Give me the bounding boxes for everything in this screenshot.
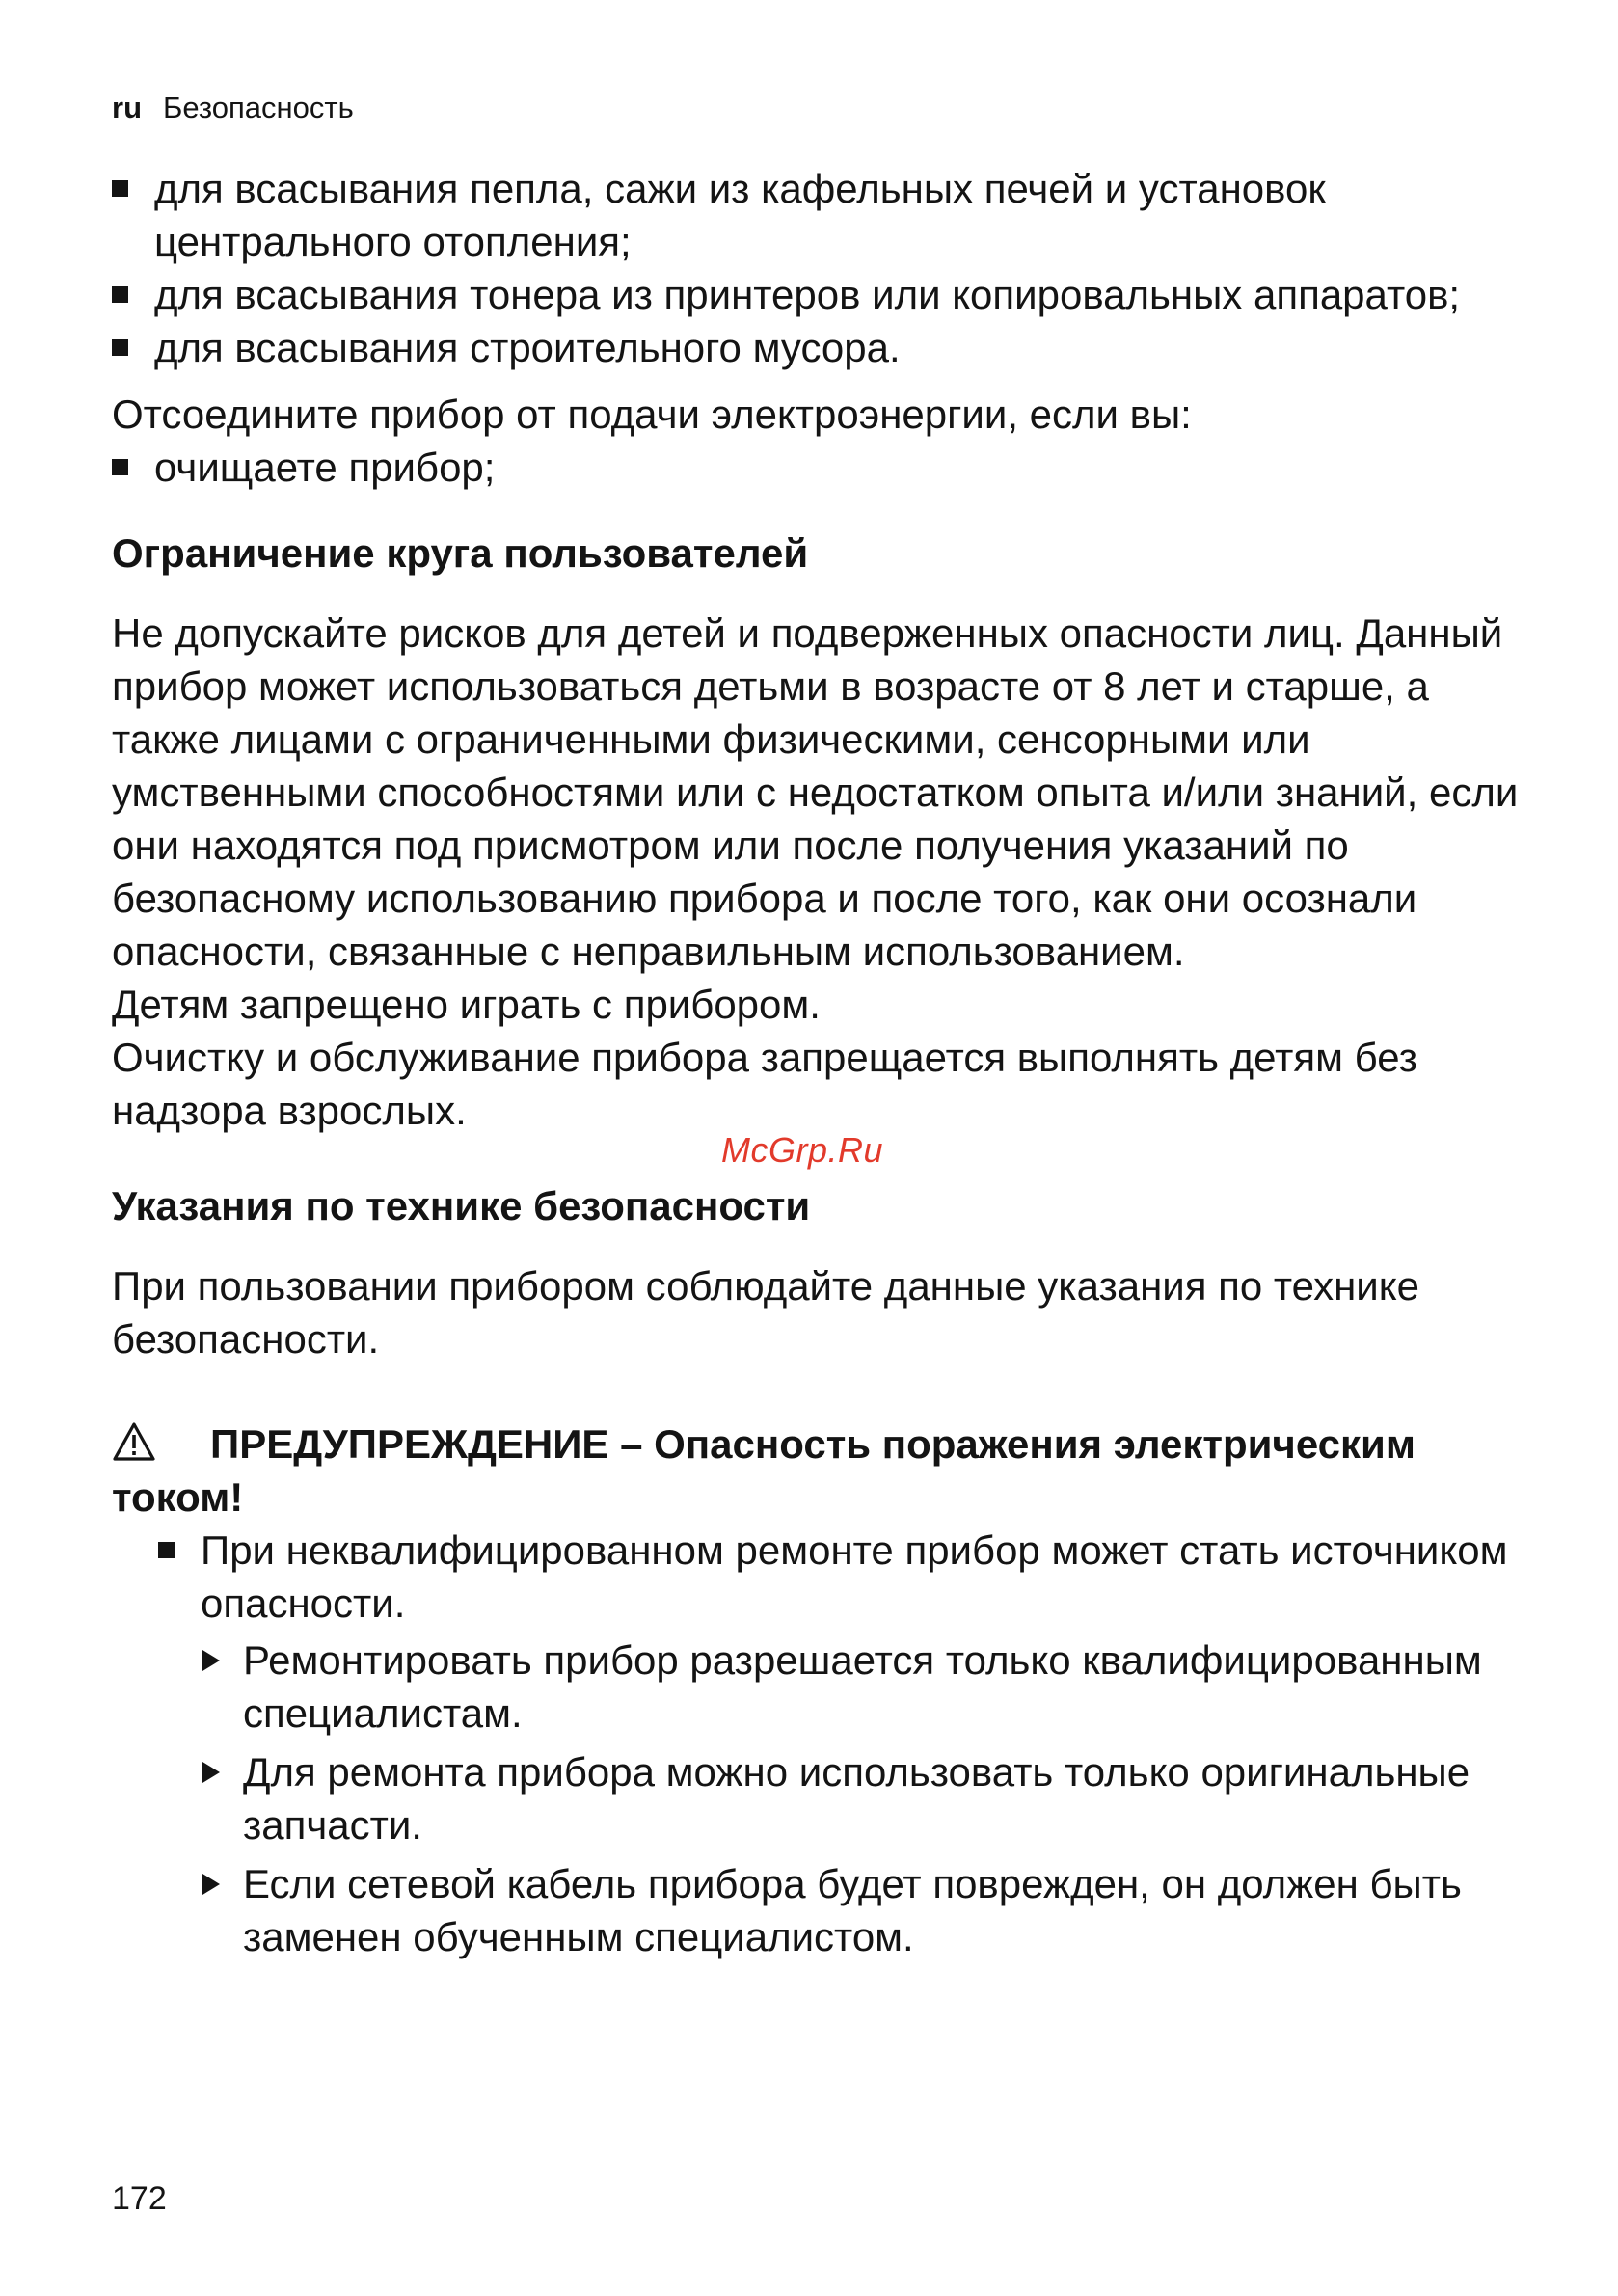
page-header [112,89,354,127]
list-item-text: для всасывания строительного мусора. [154,325,901,370]
arrow-right-icon [202,1874,220,1895]
safety-instructions-paragraph: При пользовании прибором соблюдайте данные указания по технике безопасности. [112,1263,1419,1362]
arrow-right-icon [202,1650,220,1671]
user-restrictions-paragraph: Не допускайте рисков для детей и подверженных опасности лиц. Данный прибор может использоваться детьми в возрасте от 8 лет и старше, а также лицами с ограниченными физическими, сенсорными или умственными способностями или с недостатком опыта и/или знаний, если они находятся под присмотром или после получения указаний по безопасному использованию прибора и после того, как они осознали опасности, связанные с неправильным использованием. [112,610,1519,974]
list-item [112,441,1529,494]
square-bullet-icon [158,1542,175,1558]
arrow-right-icon [202,1762,220,1783]
list-item-text: очищаете прибор; [154,445,496,490]
list-item-text: для всасывания тонера из принтеров или копировальных аппаратов; [154,272,1461,317]
section-heading-safety-instructions: Указания по технике безопасности [112,1183,811,1229]
warning-title [112,1418,1529,1524]
page-number: 172 [112,2180,167,2217]
list-item-text: для всасывания пепла, сажи из кафельных печей и установок центрального отопления; [154,166,1326,264]
language-code: ru [112,91,142,124]
square-bullet-icon [112,459,128,475]
action-item [201,1745,1529,1851]
square-bullet-icon [112,180,128,197]
action-item [201,1634,1529,1740]
warning-actions-list [201,1634,1529,1963]
watermark: McGrp.Ru [721,1130,884,1170]
section-heading-user-restrictions: Ограничение круга пользователей [112,530,809,576]
warning-list [112,1524,1529,1963]
warning-triangle-icon [112,1421,156,1462]
square-bullet-icon [112,339,128,356]
square-bullet-icon [112,286,128,303]
action-item [201,1857,1529,1963]
children-cleaning-paragraph: Очистку и обслуживание прибора запрещается выполнять детям без надзора взрослых. [112,1035,1417,1133]
list-item [158,1524,1529,1963]
children-play-paragraph: Детям запрещено играть с прибором. [112,982,821,1027]
action-item-text: Если сетевой кабель прибора будет поврежден, он должен быть заменен обученным специалистом. [243,1861,1462,1959]
main-content [112,162,1529,1963]
disconnect-intro: Отсоедините прибор от подачи электроэнергии, если вы: [112,392,1192,437]
action-item-text: Для ремонта прибора можно использовать только оригинальные запчасти. [243,1749,1470,1848]
action-item-text: Ремонтировать прибор разрешается только квалифицированным специалистам. [243,1637,1482,1736]
warning-title-text: ПРЕДУПРЕЖДЕНИЕ – Опасность поражения электрическим током! [112,1421,1416,1520]
disconnect-list [112,441,1529,494]
warning-item-text: При неквалифицированном ремонте прибор может стать источником опасности. [201,1527,1508,1626]
section-name: Безопасность [163,91,354,124]
list-item [112,321,1529,374]
list-item [112,268,1529,321]
prohibited-uses-list [112,162,1529,374]
list-item [112,162,1529,268]
